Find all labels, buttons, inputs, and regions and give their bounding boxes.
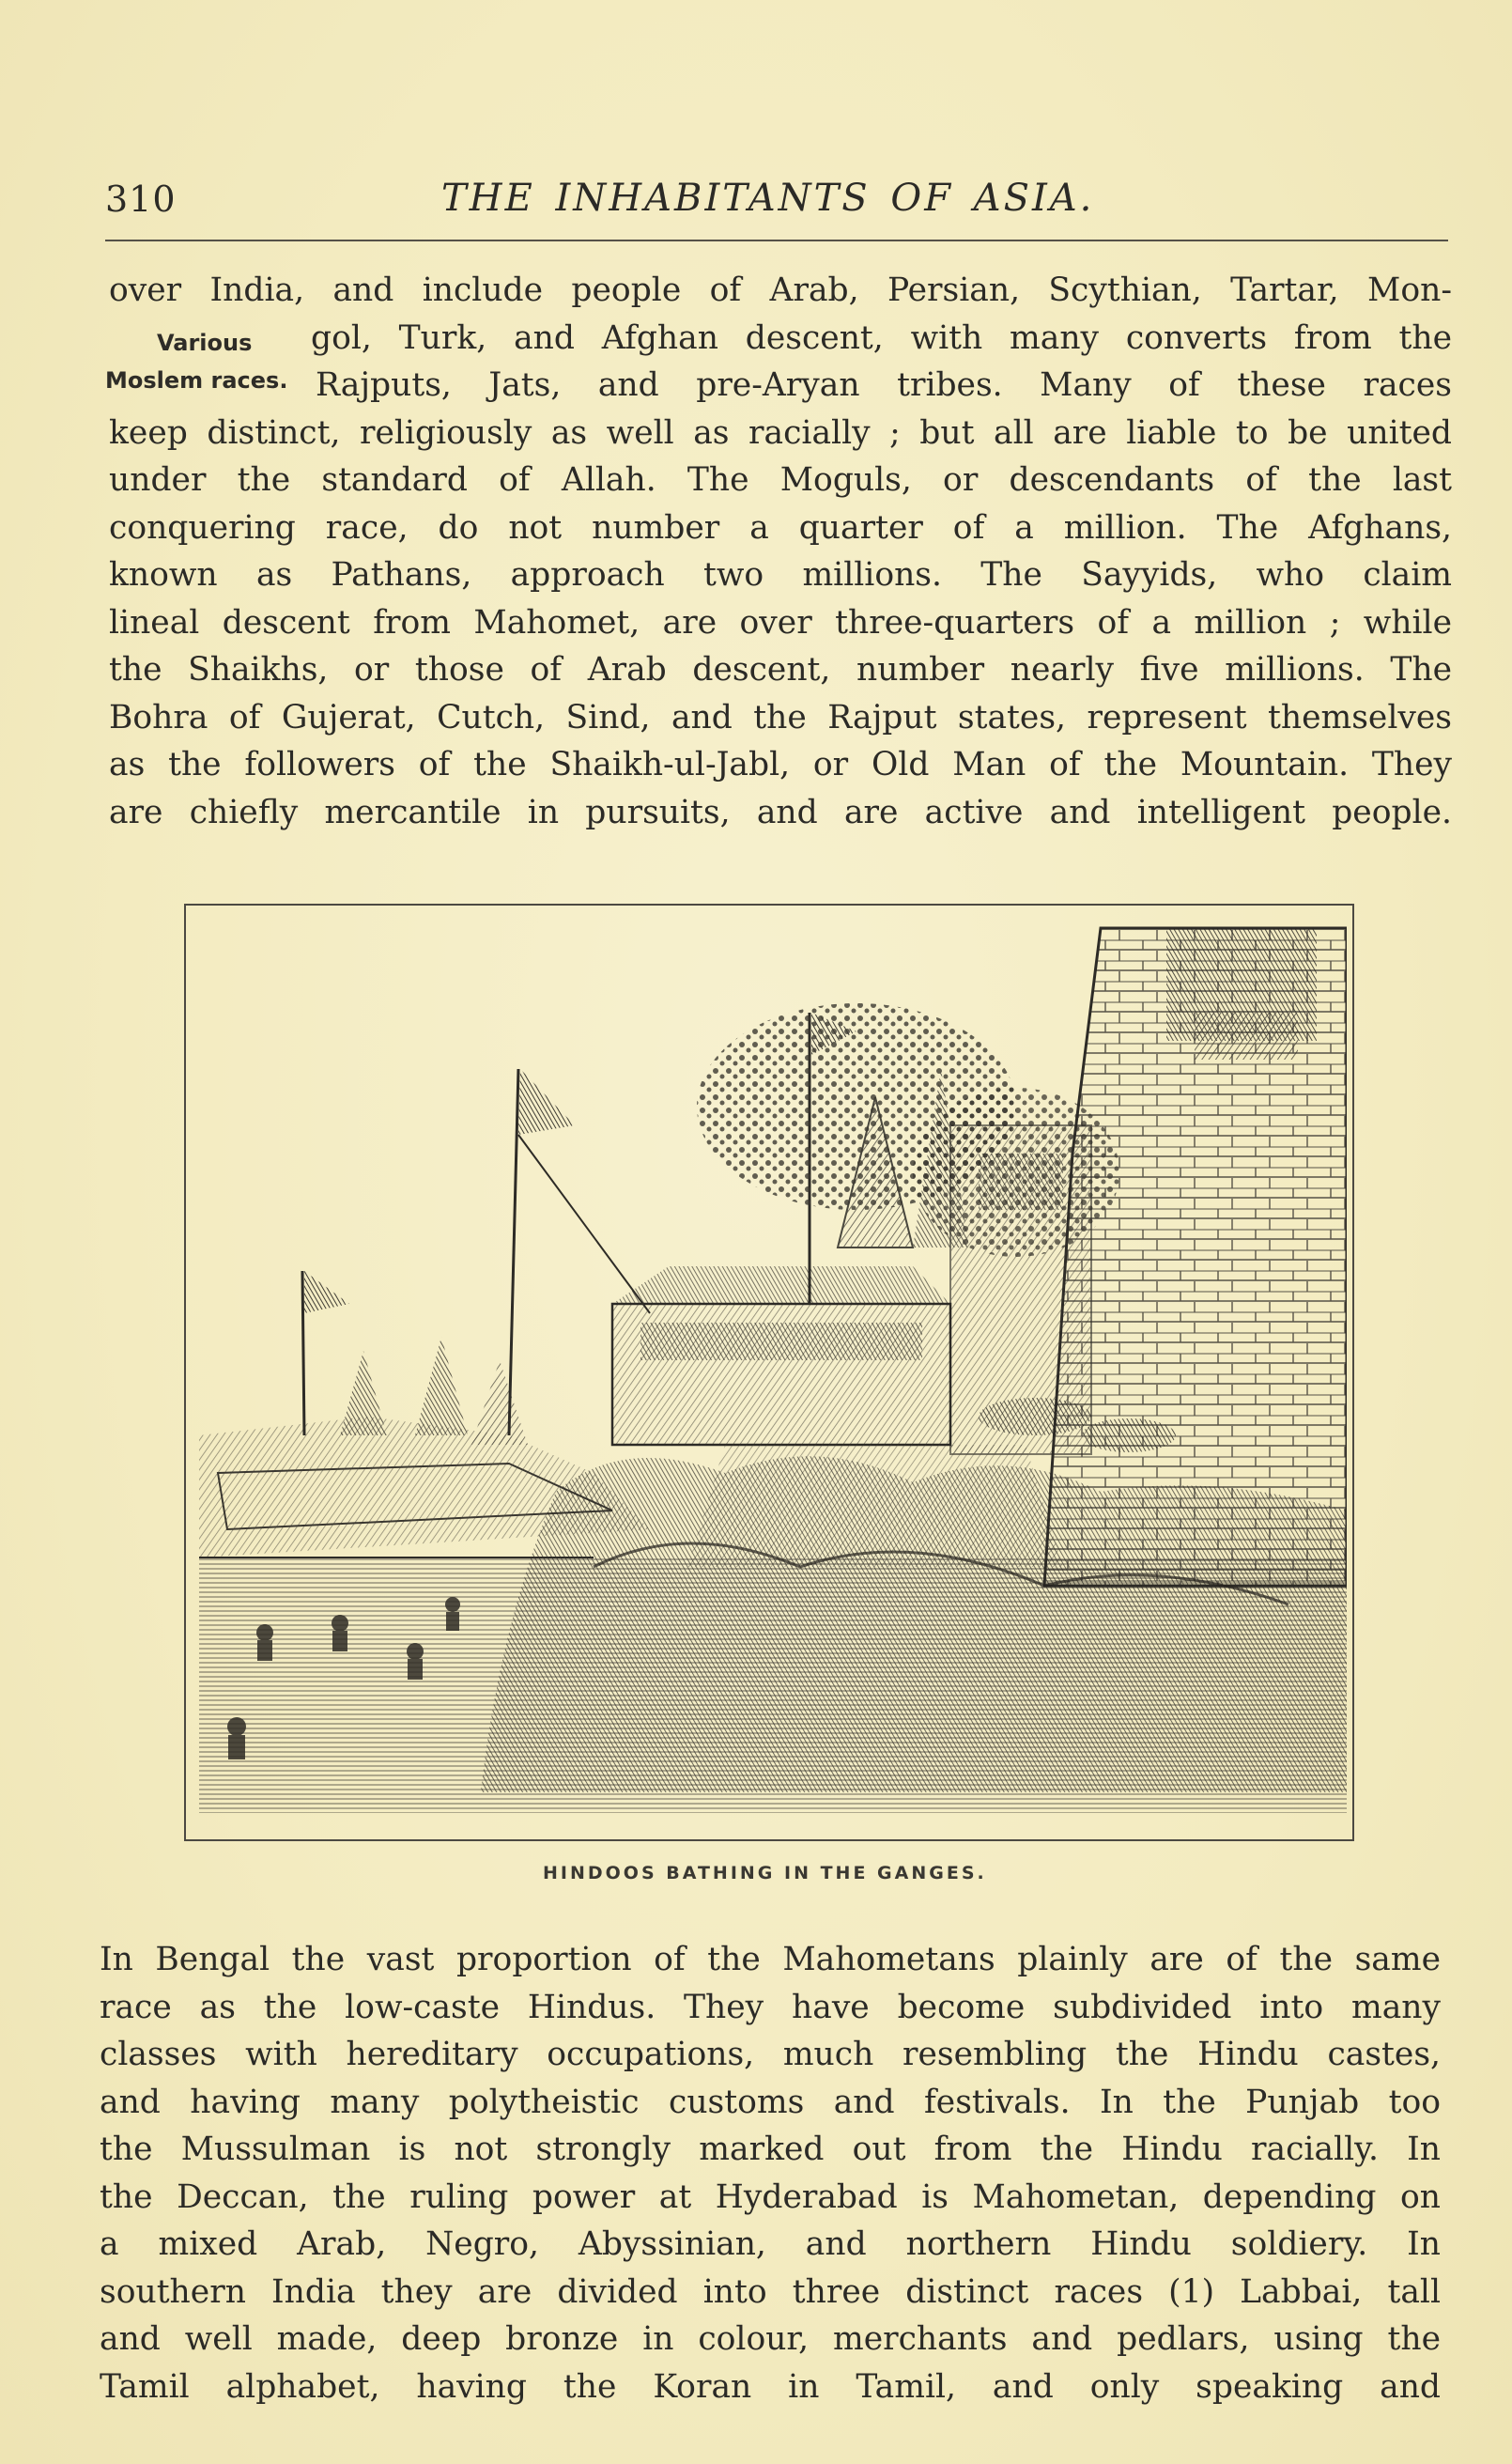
text-line: the Deccan, the ruling power at Hyderabad is Mahometan, depending on [100, 2177, 1441, 2216]
text-line: Bohra of Gujerat, Cutch, Sind, and the Rajput states, represent themselves [109, 698, 1452, 736]
header-rule [105, 240, 1448, 241]
sidenote-line-1: Various [157, 330, 253, 356]
text-line: the Mussulman is not strongly marked out from the Hindu racially. In [100, 2131, 1441, 2168]
paragraph-top [109, 267, 1452, 836]
text-line: a mixed Arab, Negro, Abyssinian, and northern Hindu soldiery. In [100, 2225, 1441, 2263]
text-line: and having many polytheistic customs and festivals. In the Punjab too [100, 2083, 1441, 2121]
paragraph-bottom [100, 1936, 1441, 2410]
page-number: 310 [105, 178, 177, 220]
text-line: In Bengal the vast proportion of the Mahometans plainly are of the same [100, 1941, 1441, 1978]
text-line: race as the low-caste Hindus. They have become subdivided into many [100, 1988, 1441, 2026]
text-line: are chiefly mercantile in pursuits, and are active and intelligent people. [109, 793, 1452, 831]
text-line: the Shaikhs, or those of Arab descent, number nearly five millions. The [109, 651, 1452, 689]
text-line: lineal descent from Mahomet, are over three-quarters of a million ; while [109, 603, 1452, 642]
text-line: keep distinct, religiously as well as racially ; but all are liable to be united [109, 413, 1452, 452]
text-line: gol, Turk, and Afghan descent, with many converts from the [311, 318, 1452, 357]
text-line: Rajputs, Jats, and pre-Aryan tribes. Many of these races [316, 366, 1452, 404]
text-line: under the standard of Allah. The Moguls, or descendants of the last [109, 461, 1452, 499]
text-line: Tamil alphabet, having the Koran in Tamil, and only speaking and [100, 2367, 1441, 2406]
text-line: classes with hereditary occupations, much resembling the Hindu castes, [100, 2036, 1441, 2073]
illustration [199, 909, 1347, 1813]
text-line: and well made, deep bronze in colour, merchants and pedlars, using the [100, 2320, 1441, 2358]
text-line: southern India they are divided into three distinct races (1) Labbai, tall [100, 2272, 1441, 2311]
sidenote-line-2: Moslem races. [105, 367, 288, 394]
running-head: THE INHABITANTS OF ASIA. [441, 177, 1095, 220]
text-line: conquering race, do not number a quarter of a million. The Afghans, [109, 508, 1452, 547]
text-line: as the followers of the Shaikh-ul-Jabl, or Old Man of the Mountain. They [109, 746, 1452, 783]
text-line: known as Pathans, approach two millions. The Sayyids, who claim [109, 556, 1452, 594]
figure-caption: HINDOOS BATHING IN THE GANGES. [543, 1863, 987, 1883]
text-line: over India, and include people of Arab, Persian, Scythian, Tartar, Mon- [109, 271, 1452, 309]
